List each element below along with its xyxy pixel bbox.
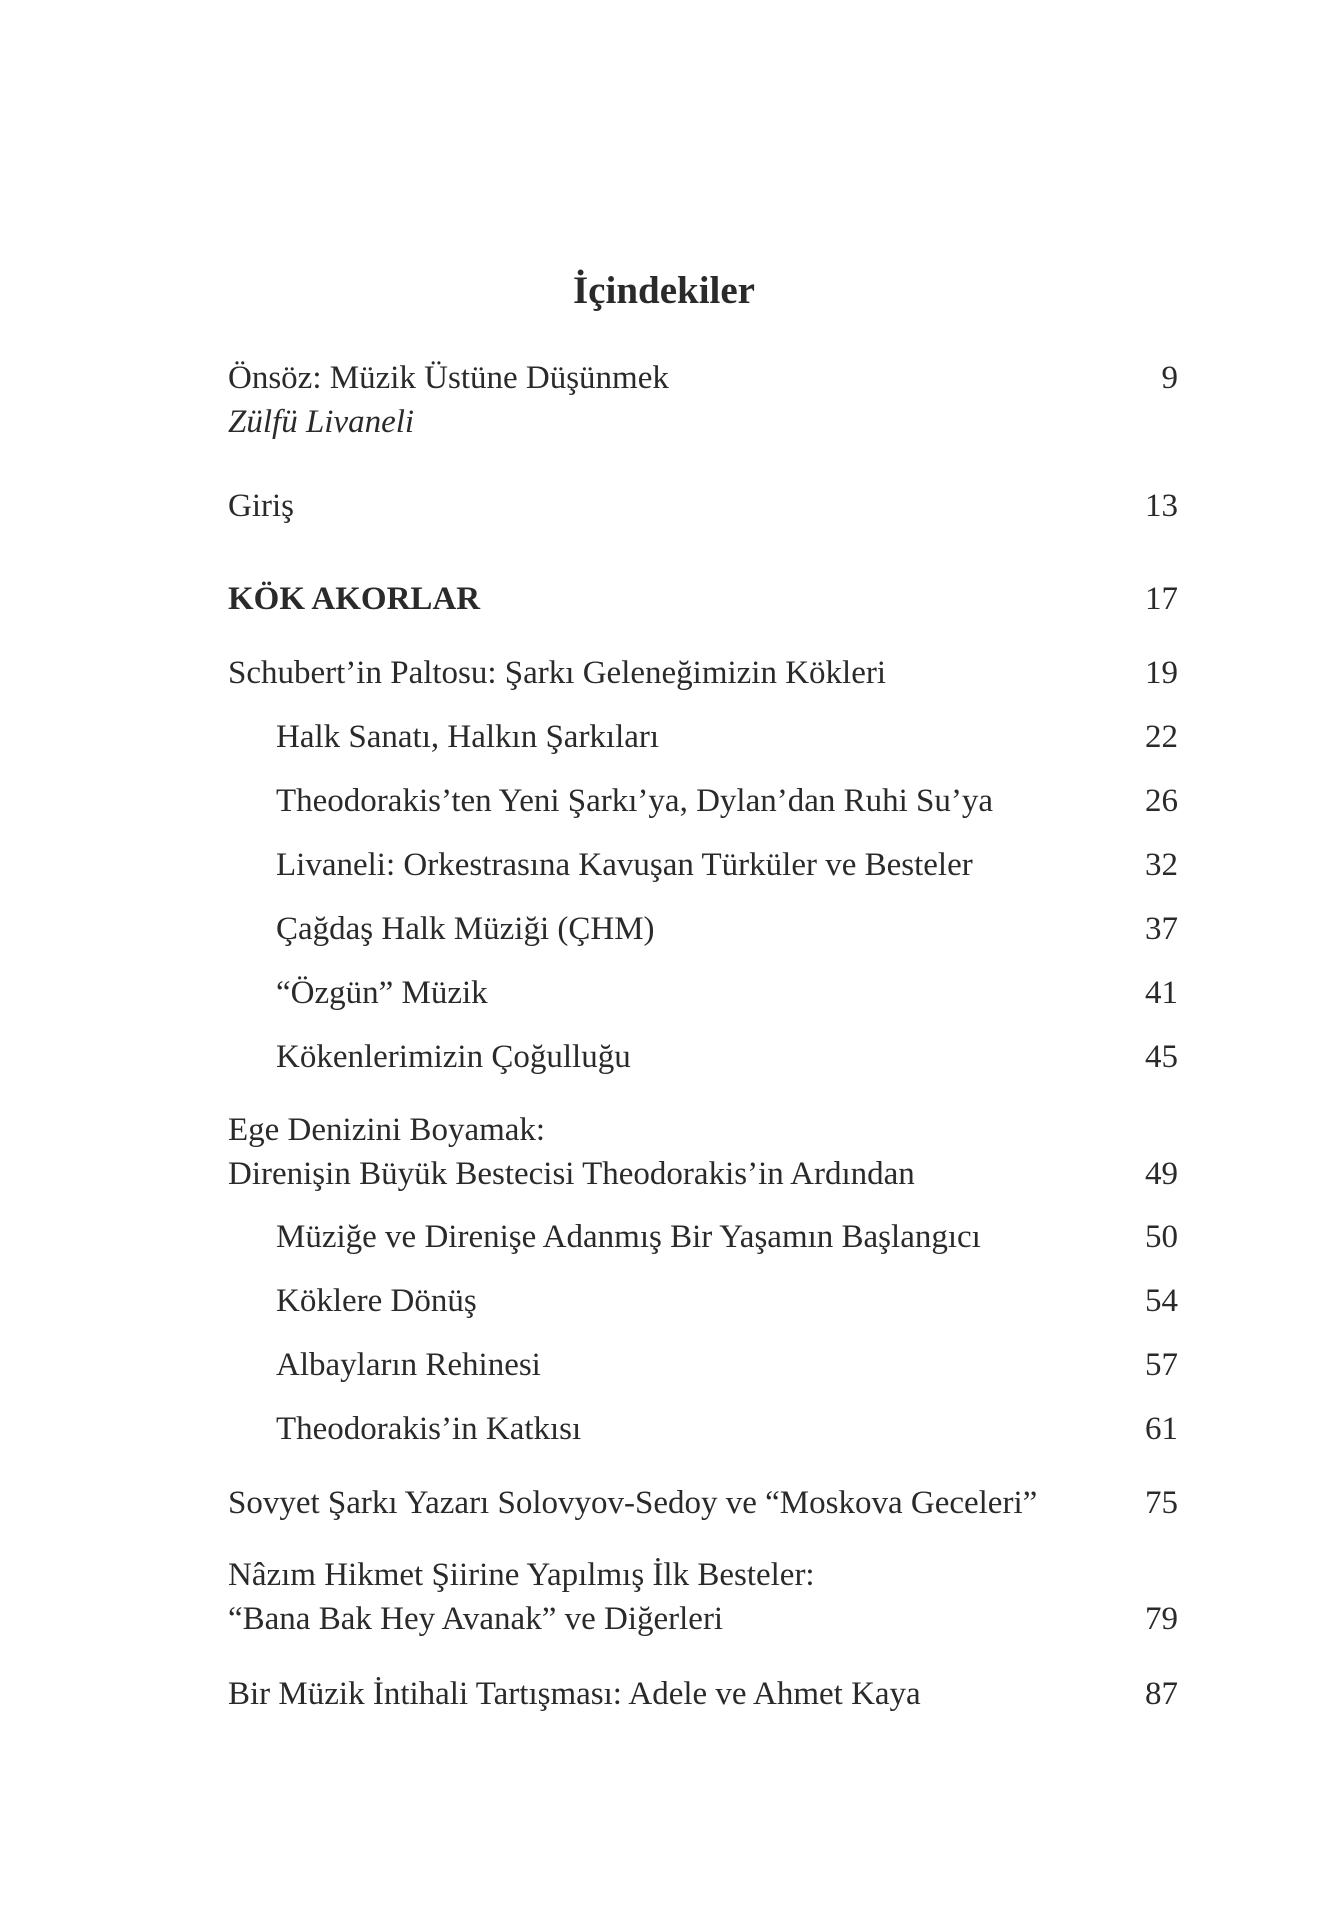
toc-entry-page: 13 (1145, 488, 1178, 524)
toc-entry-page: 37 (1145, 911, 1178, 947)
toc-entry-title-line1: Nâzım Hikmet Şiirine Yapılmış İlk Besteler: (228, 1557, 815, 1593)
toc-entry-page: 57 (1145, 1347, 1178, 1383)
toc-entry-page: 49 (1145, 1156, 1178, 1192)
toc-entry-title: Direnişin Büyük Bestecisi Theodorakis’in Ardından (228, 1156, 915, 1192)
toc-entry-title: Livaneli: Orkestrasına Kavuşan Türküler ve Besteler (276, 847, 973, 883)
toc-entry (228, 651, 1178, 695)
toc-entry-title: Albayların Rehinesi (276, 1347, 541, 1383)
toc-entry-page: 54 (1145, 1283, 1178, 1319)
toc-entry-title: “Bana Bak Hey Avanak” ve Diğerleri (228, 1601, 724, 1637)
toc-subentry (228, 1407, 1178, 1451)
toc-entry-page: 61 (1145, 1411, 1178, 1447)
page-title: İçindekiler (573, 269, 755, 312)
toc-entry-preface (228, 356, 1178, 444)
toc-entry-page: 22 (1145, 719, 1178, 755)
toc-entry-title: Müziğe ve Direnişe Adanmış Bir Yaşamın Başlangıcı (276, 1219, 981, 1255)
toc-entry-title: Köklere Dönüş (276, 1283, 477, 1319)
toc-entry-title: Theodorakis’in Katkısı (276, 1411, 582, 1447)
toc-subentry (228, 971, 1178, 1015)
toc-entry-page: 26 (1145, 783, 1178, 819)
toc-entry-page: 45 (1145, 1039, 1178, 1075)
toc-entry-page: 19 (1145, 655, 1178, 691)
toc-entry-page: 79 (1145, 1601, 1178, 1637)
toc-subentry (228, 1343, 1178, 1387)
toc-subentry (228, 1279, 1178, 1323)
toc-entry-page: 32 (1145, 847, 1178, 883)
toc-entry-title: Giriş (228, 488, 294, 524)
toc-entry-page: 50 (1145, 1219, 1178, 1255)
toc-entry-introduction (228, 484, 1178, 528)
toc-subentry (228, 779, 1178, 823)
toc-entry-title: Önsöz: Müzik Üstüne Düşünmek (228, 360, 669, 396)
toc-entry-title: Kökenlerimizin Çoğulluğu (276, 1039, 631, 1075)
toc-subentry (228, 1215, 1178, 1259)
toc-entry-page: 87 (1145, 1676, 1178, 1712)
toc-entry-title: Halk Sanatı, Halkın Şarkıları (276, 719, 660, 755)
toc-entry-title: “Özgün” Müzik (276, 975, 488, 1011)
toc-entry-title-line1: Ege Denizini Boyamak: (228, 1112, 546, 1148)
toc-section-heading (228, 577, 1178, 621)
toc-entry (228, 1672, 1178, 1716)
toc-entry (228, 1108, 1178, 1196)
toc-entry-page: 17 (1145, 581, 1178, 617)
toc-entry (228, 1553, 1178, 1641)
toc-entry-author: Zülfü Livaneli (228, 404, 415, 440)
toc-entry-page: 9 (1161, 360, 1178, 396)
toc-entry-title: Theodorakis’ten Yeni Şarkı’ya, Dylan’dan Ruhi Su’ya (276, 783, 994, 819)
toc-subentry (228, 715, 1178, 759)
toc-entry-title: Çağdaş Halk Müziği (ÇHM) (276, 911, 655, 947)
toc-subentry (228, 1035, 1178, 1079)
toc-entry-page: 41 (1145, 975, 1178, 1011)
toc-entry-page: 75 (1145, 1485, 1178, 1521)
toc-entry-title: Bir Müzik İntihali Tartışması: Adele ve Ahmet Kaya (228, 1676, 921, 1712)
toc-entry-title: Schubert’in Paltosu: Şarkı Geleneğimizin Kökleri (228, 655, 887, 691)
toc-subentry (228, 907, 1178, 951)
toc-entry-title: KÖK AKORLAR (228, 581, 481, 617)
toc-entry-title: Sovyet Şarkı Yazarı Solovyov-Sedoy ve “Moskova Geceleri” (228, 1485, 1038, 1521)
toc-subentry (228, 843, 1178, 887)
toc-entry (228, 1481, 1178, 1525)
